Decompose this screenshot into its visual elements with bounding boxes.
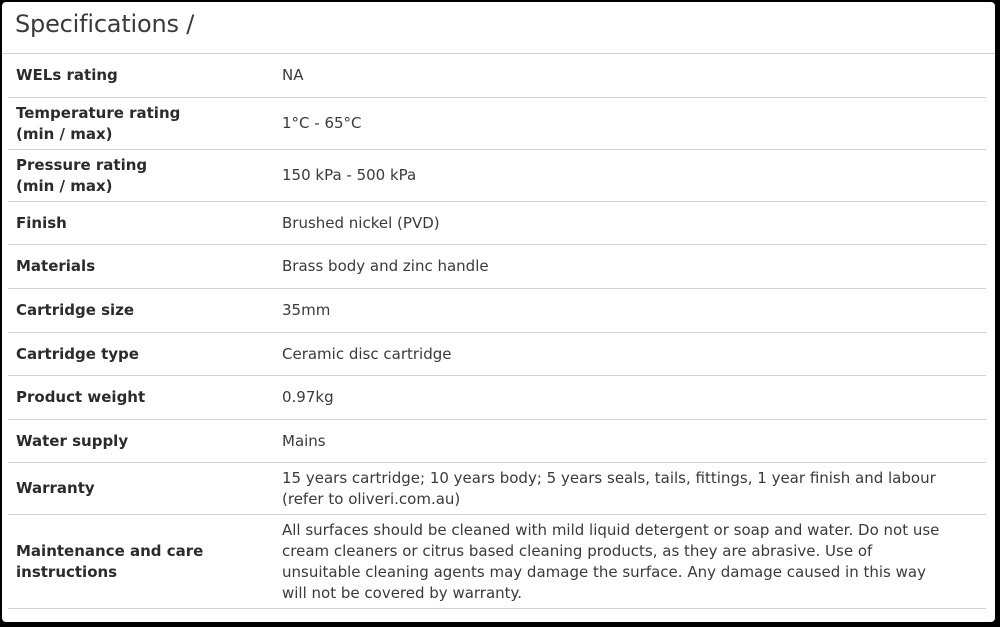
spec-row-cartridge-type [8,333,986,376]
spec-label: Temperature rating (min / max) [16,103,181,143]
spec-row-warranty [8,463,986,515]
spec-label: Cartridge size [16,301,135,319]
spec-value: Ceramic disc cartridge [282,344,452,363]
spec-value: Mains [282,431,326,450]
spec-value: All surfaces should be cleaned with mild liquid detergent or soap and water. Do not use cream cleaners or citrus based cleaning products, as they are abrasive. Use of unsuitable cleaning agents may damage the surface. Any damage caused in this way will not be covered by warranty. [282,520,940,602]
spec-value: Brass body and zinc handle [282,257,489,275]
spec-value: 1°C - 65°C [282,114,362,132]
spec-value: Brushed nickel (PVD) [282,213,440,232]
spec-label: Materials [16,257,96,275]
spec-row-product-weight [8,376,986,420]
specifications-header [2,2,995,54]
section-title: Specifications / [15,9,195,38]
spec-label: WELs rating [16,66,118,84]
spec-row-finish [8,202,986,245]
spec-label: Maintenance and care instructions [16,541,204,581]
spec-row-wels-rating [8,54,986,98]
spec-row-temperature-rating [8,98,986,150]
spec-row-maintenance [8,515,986,609]
spec-label: Product weight [16,388,146,406]
spec-value: 0.97kg [282,388,334,406]
spec-value: 150 kPa - 500 kPa [282,166,417,184]
specifications-table [8,54,986,609]
spec-row-pressure-rating [8,150,986,202]
spec-label: Finish [16,213,67,232]
spec-label: Warranty [16,479,95,497]
spec-label: Cartridge type [16,344,139,363]
spec-label: Pressure rating (min / max) [16,155,148,195]
spec-row-materials [8,245,986,289]
spec-row-water-supply [8,420,986,463]
spec-value: 35mm [282,301,331,319]
spec-row-cartridge-size [8,289,986,333]
spec-value: NA [282,66,304,84]
spec-label: Water supply [16,431,129,450]
specifications-panel [2,2,995,622]
spec-value: 15 years cartridge; 10 years body; 5 years seals, tails, fittings, 1 year finish and labour (refer to oliveri.com.au) [282,468,936,508]
